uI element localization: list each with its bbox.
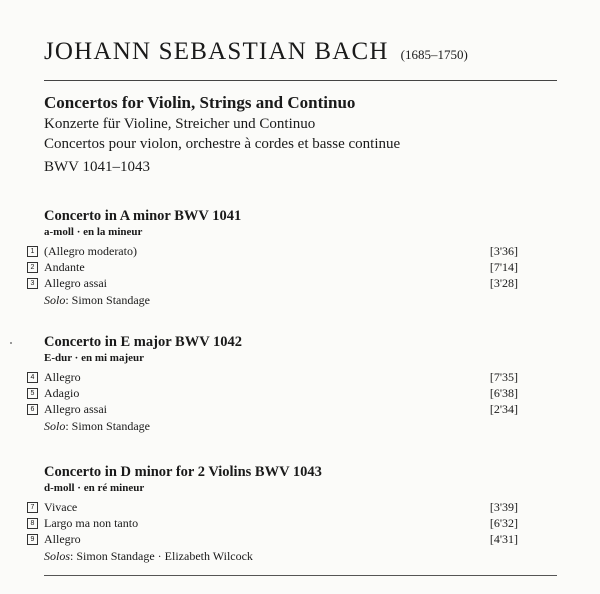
header-rule (44, 80, 557, 81)
track-row[interactable] (30, 401, 518, 417)
solo-label: Solos (44, 549, 71, 563)
track-row[interactable] (30, 385, 518, 401)
track-duration: [6'38] (489, 386, 518, 400)
track-duration: [3'36] (489, 244, 518, 258)
work-title-german: Konzerte für Violine, Streicher und Continuo (44, 116, 316, 132)
scan-mark (10, 342, 12, 344)
track-row[interactable] (30, 515, 518, 531)
track-number-box: 8 (27, 518, 38, 529)
track-title: Allegro (44, 370, 81, 384)
composer-name: JOHANN SEBASTIAN BACH (44, 38, 389, 65)
track-number-box: 4 (27, 372, 38, 383)
soloist-name: : Simon Standage (65, 293, 151, 307)
track-row[interactable] (30, 369, 518, 385)
track-number-box: 9 (27, 534, 38, 545)
catalog-number: BWV 1041–1043 (44, 159, 150, 175)
track-title: Andante (44, 260, 85, 274)
track-duration: [7'14] (489, 260, 518, 274)
track-number-box: 6 (27, 404, 38, 415)
concerto-key: a-moll · en la mineur (44, 226, 143, 238)
track-number-box: 2 (27, 262, 38, 273)
work-title-block (44, 92, 400, 177)
concerto-title: Concerto in D minor for 2 Violins BWV 1043 (44, 464, 322, 480)
track-number-box: 1 (27, 246, 38, 257)
soloist-credit (44, 418, 518, 434)
track-duration: [3'39] (489, 500, 518, 514)
track-duration: [3'28] (489, 276, 518, 290)
track-title: Allegro assai (44, 276, 107, 290)
track-row[interactable] (30, 275, 518, 291)
work-title-french: Concertos pour violon, orchestre à cordes et basse continue (44, 136, 401, 152)
concerto-bwv-1041 (30, 207, 518, 308)
soloist-name: : Simon Standage · Elizabeth Wilcock (70, 549, 253, 563)
track-duration: [2'34] (489, 402, 518, 416)
track-number-box: 5 (27, 388, 38, 399)
composer-heading (44, 38, 468, 66)
soloist-credit (44, 292, 518, 308)
track-title: Allegro assai (44, 402, 107, 416)
composer-dates: (1685–1750) (400, 47, 468, 62)
track-title: Largo ma non tanto (44, 516, 139, 530)
concerto-bwv-1043 (30, 463, 518, 564)
track-row[interactable] (30, 499, 518, 515)
soloist-credit (44, 548, 518, 564)
soloist-name: : Simon Standage (65, 419, 151, 433)
track-title: Allegro (44, 532, 81, 546)
footer-rule (44, 575, 557, 576)
track-title: (Allegro moderato) (44, 244, 137, 258)
track-title: Vivace (44, 500, 78, 514)
solo-label: Solo (44, 293, 66, 307)
track-row[interactable] (30, 243, 518, 259)
track-row[interactable] (30, 531, 518, 547)
work-title: Concertos for Violin, Strings and Continuo (44, 93, 356, 112)
concerto-key: E-dur · en mi majeur (44, 352, 145, 364)
concerto-key: d-moll · en ré mineur (44, 482, 145, 494)
track-title: Adagio (44, 386, 80, 400)
concerto-title: Concerto in E major BWV 1042 (44, 334, 243, 350)
track-number-box: 7 (27, 502, 38, 513)
concerto-bwv-1042 (30, 333, 518, 434)
track-duration: [7'35] (489, 370, 518, 384)
track-duration: [4'31] (489, 532, 518, 546)
solo-label: Solo (44, 419, 66, 433)
track-row[interactable] (30, 259, 518, 275)
track-number-box: 3 (27, 278, 38, 289)
track-duration: [6'32] (489, 516, 518, 530)
concerto-title: Concerto in A minor BWV 1041 (44, 208, 242, 224)
